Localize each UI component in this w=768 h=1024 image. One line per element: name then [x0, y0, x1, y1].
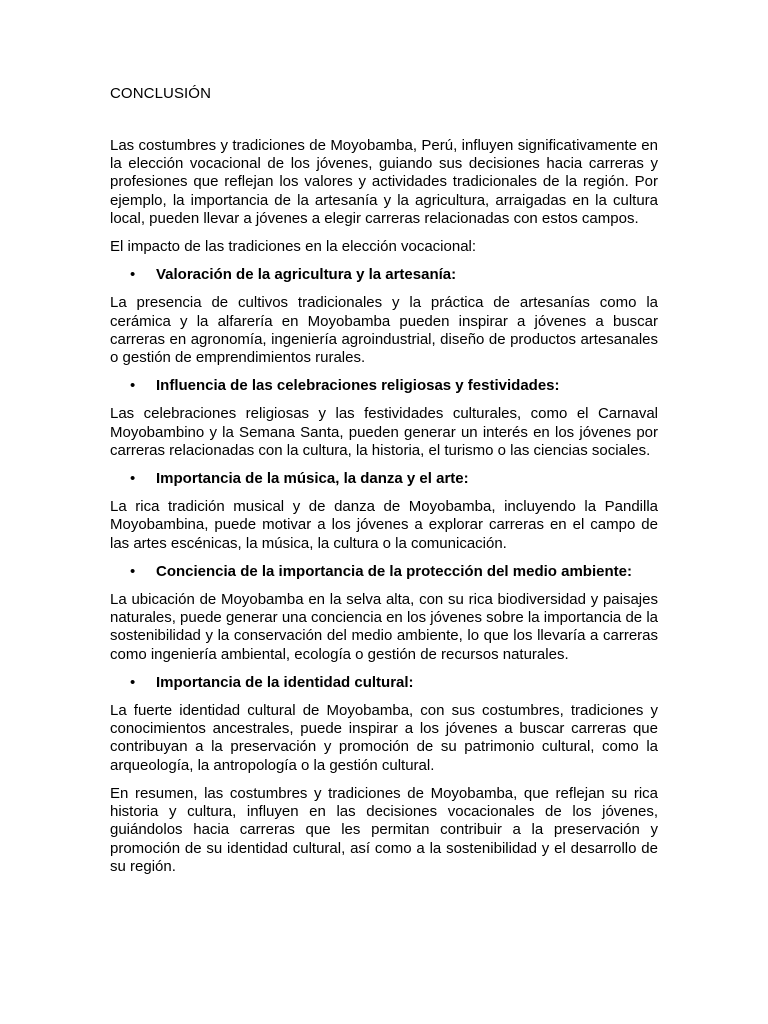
summary-paragraph: En resumen, las costumbres y tradiciones de Moyobamba, que reflejan su rica historia y cultura, influyen en las decisiones vocacionales de los jóvenes, guiándolos hacia carreras que les permitan contribuir a la preservación y promoción de su identidad cultural, así como a la sostenibilidad y el desarrollo de su región. [110, 784, 658, 875]
section-paragraph-agriculture: La presencia de cultivos tradicionales y la práctica de artesanías como la cerámica y la alfarería en Moyobamba pueden inspirar a jóvenes a buscar carreras en agronomía, ingeniería agroindustrial, diseño de productos artesanales o gestión de emprendimientos rurales. [110, 294, 658, 367]
bullet-icon: • [130, 377, 136, 395]
bullet-icon: • [130, 562, 136, 580]
bullet-icon: • [130, 266, 136, 284]
section-heading-text: Importancia de la música, la danza y el arte: [156, 470, 469, 488]
bullet-icon: • [130, 673, 136, 691]
section-heading-text: Conciencia de la importancia de la protección del medio ambiente: [156, 562, 632, 580]
section-heading-environment [110, 563, 658, 581]
section-heading-text: Influencia de las celebraciones religiosas y festividades: [156, 377, 560, 395]
section-heading-music [110, 470, 658, 488]
section-paragraph-environment: La ubicación de Moyobamba en la selva alta, con su rica biodiversidad y paisajes naturales, puede generar una conciencia en los jóvenes sobre la importancia de la sostenibilidad y la conservación del medio ambiente, lo que los llevaría a carreras como ingeniería ambiental, ecología o gestión de recursos naturales. [110, 591, 658, 663]
document-body [110, 137, 658, 886]
section-paragraph-music: La rica tradición musical y de danza de Moyobamba, incluyendo la Pandilla Moyobambina, puede motivar a los jóvenes a explorar carreras en el campo de las artes escénicas, la música, la cultura o la comunicación. [110, 498, 658, 552]
intro-paragraph: Las costumbres y tradiciones de Moyobamba, Perú, influyen significativamente en la elección vocacional de los jóvenes, guiando sus decisiones hacia carreras y profesiones que reflejan los valores y actividades tradicionales de la región. Por ejemplo, la importancia de la artesanía y la agricultura, arraigadas en la cultura local, pueden llevar a jóvenes a elegir carreras relacionadas con estos campos. [110, 137, 658, 227]
bullet-icon: • [130, 470, 136, 488]
section-paragraph-celebrations: Las celebraciones religiosas y las festividades culturales, como el Carnaval Moyobambino y la Semana Santa, pueden generar un interés en los jóvenes por carreras relacionadas con la cultura, la historia, el turismo o las ciencias sociales. [110, 405, 658, 459]
section-heading-agriculture [110, 266, 658, 284]
lead-paragraph: El impacto de las tradiciones en la elección vocacional: [110, 238, 477, 256]
document-title: CONCLUSIÓN [110, 85, 212, 102]
section-heading-identity [110, 674, 658, 692]
section-heading-text: Importancia de la identidad cultural: [156, 673, 414, 691]
section-paragraph-identity: La fuerte identidad cultural de Moyobamba, con sus costumbres, tradiciones y conocimientos ancestrales, puede inspirar a los jóvenes a buscar carreras que contribuyan a la preservación y promoción de su patrimonio cultural, como la arqueología, la antropología o la gestión cultural. [110, 702, 658, 774]
section-heading-text: Valoración de la agricultura y la artesanía: [156, 266, 457, 284]
section-heading-celebrations [110, 377, 658, 395]
